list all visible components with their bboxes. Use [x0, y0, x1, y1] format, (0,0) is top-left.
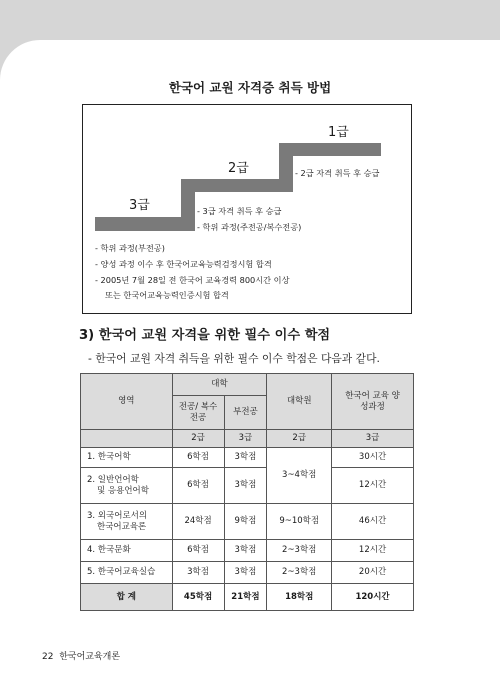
total-grad: 18학점: [267, 584, 332, 611]
table-row: [81, 448, 414, 468]
row-area: 3. 외국어로서의 한국어교육론: [81, 504, 173, 540]
row-training: 12시간: [332, 468, 414, 504]
stair-step-2: [181, 179, 293, 192]
book-title: 한국어교육개론: [59, 652, 121, 662]
table-row: [81, 562, 414, 584]
header-minor: 부전공: [224, 396, 267, 430]
row-minor: 3학점: [224, 468, 267, 504]
row-grad: 2~3학점: [267, 540, 332, 562]
stair-step-3: [95, 217, 195, 231]
row-area: 4. 한국문화: [81, 540, 173, 562]
grade-major: 2급: [172, 430, 224, 448]
row-area: 2. 일반언어학 및 응용언어학: [81, 468, 173, 504]
row-major: 6학점: [172, 540, 224, 562]
table-row: [81, 540, 414, 562]
level-1-label: 1급: [328, 125, 349, 140]
level-2-note: - 2급 자격 취득 후 승급: [295, 168, 380, 178]
header-university: 대학: [172, 374, 267, 396]
row-training: 30시간: [332, 448, 414, 468]
total-row: [81, 584, 414, 611]
level-2-label: 2급: [228, 161, 249, 176]
total-minor: 21학점: [224, 584, 267, 611]
header-area: 영역: [81, 374, 173, 430]
row-grad: 9~10학점: [267, 504, 332, 540]
stair-step-1: [279, 143, 381, 156]
row-minor: 3학점: [224, 540, 267, 562]
row-training: 20시간: [332, 562, 414, 584]
row-area: 1. 한국어학: [81, 448, 173, 468]
row-training: 46시간: [332, 504, 414, 540]
row-major: 6학점: [172, 448, 224, 468]
level-3-note-1: - 3급 자격 취득 후 승급: [197, 206, 282, 216]
grade-spacer: [81, 430, 173, 448]
row-minor: 3학점: [224, 448, 267, 468]
total-major: 45학점: [172, 584, 224, 611]
section-subtitle: - 한국어 교원 자격 취득을 위한 필수 이수 학점은 다음과 같다.: [88, 352, 380, 365]
header-training: 한국어 교육 양성과정: [332, 374, 414, 430]
row-minor: 3학점: [224, 562, 267, 584]
grade-grad: 2급: [267, 430, 332, 448]
bottom-note-4: 또는 한국어교육능력인증시험 합격: [105, 290, 229, 300]
grade-training: 3급: [332, 430, 414, 448]
table-row: [81, 468, 414, 504]
credits-table: [80, 373, 414, 611]
row-area: 5. 한국어교육실습: [81, 562, 173, 584]
header-major: 전공/ 복수전공: [172, 396, 224, 430]
row-grad: 2~3학점: [267, 562, 332, 584]
page-number: 22: [42, 652, 54, 662]
stair-diagram: [82, 104, 412, 314]
total-label: 합 계: [81, 584, 173, 611]
bottom-note-3: - 2005년 7월 28일 전 한국어 교육경력 800시간 이상: [95, 275, 290, 285]
bottom-note-2: - 양성 과정 이수 후 한국어교육능력검정시험 합격: [95, 259, 272, 269]
row-grad-merged: 3~4학점: [267, 448, 332, 504]
level-3-label: 3급: [129, 198, 150, 213]
row-major: 24학점: [172, 504, 224, 540]
row-minor: 9학점: [224, 504, 267, 540]
grade-minor: 3급: [224, 430, 267, 448]
row-major: 6학점: [172, 468, 224, 504]
total-training: 120시간: [332, 584, 414, 611]
table-row: [81, 504, 414, 540]
diagram-title: 한국어 교원 자격증 취득 방법: [168, 80, 332, 95]
bottom-note-1: - 학위 과정(부전공): [95, 243, 165, 253]
section-title: 3) 한국어 교원 자격을 위한 필수 이수 학점: [79, 328, 331, 343]
header-grad: 대학원: [267, 374, 332, 430]
page-footer: [42, 649, 120, 662]
row-major: 3학점: [172, 562, 224, 584]
row-training: 12시간: [332, 540, 414, 562]
level-3-note-2: - 학위 과정(주전공/복수전공): [197, 222, 302, 232]
